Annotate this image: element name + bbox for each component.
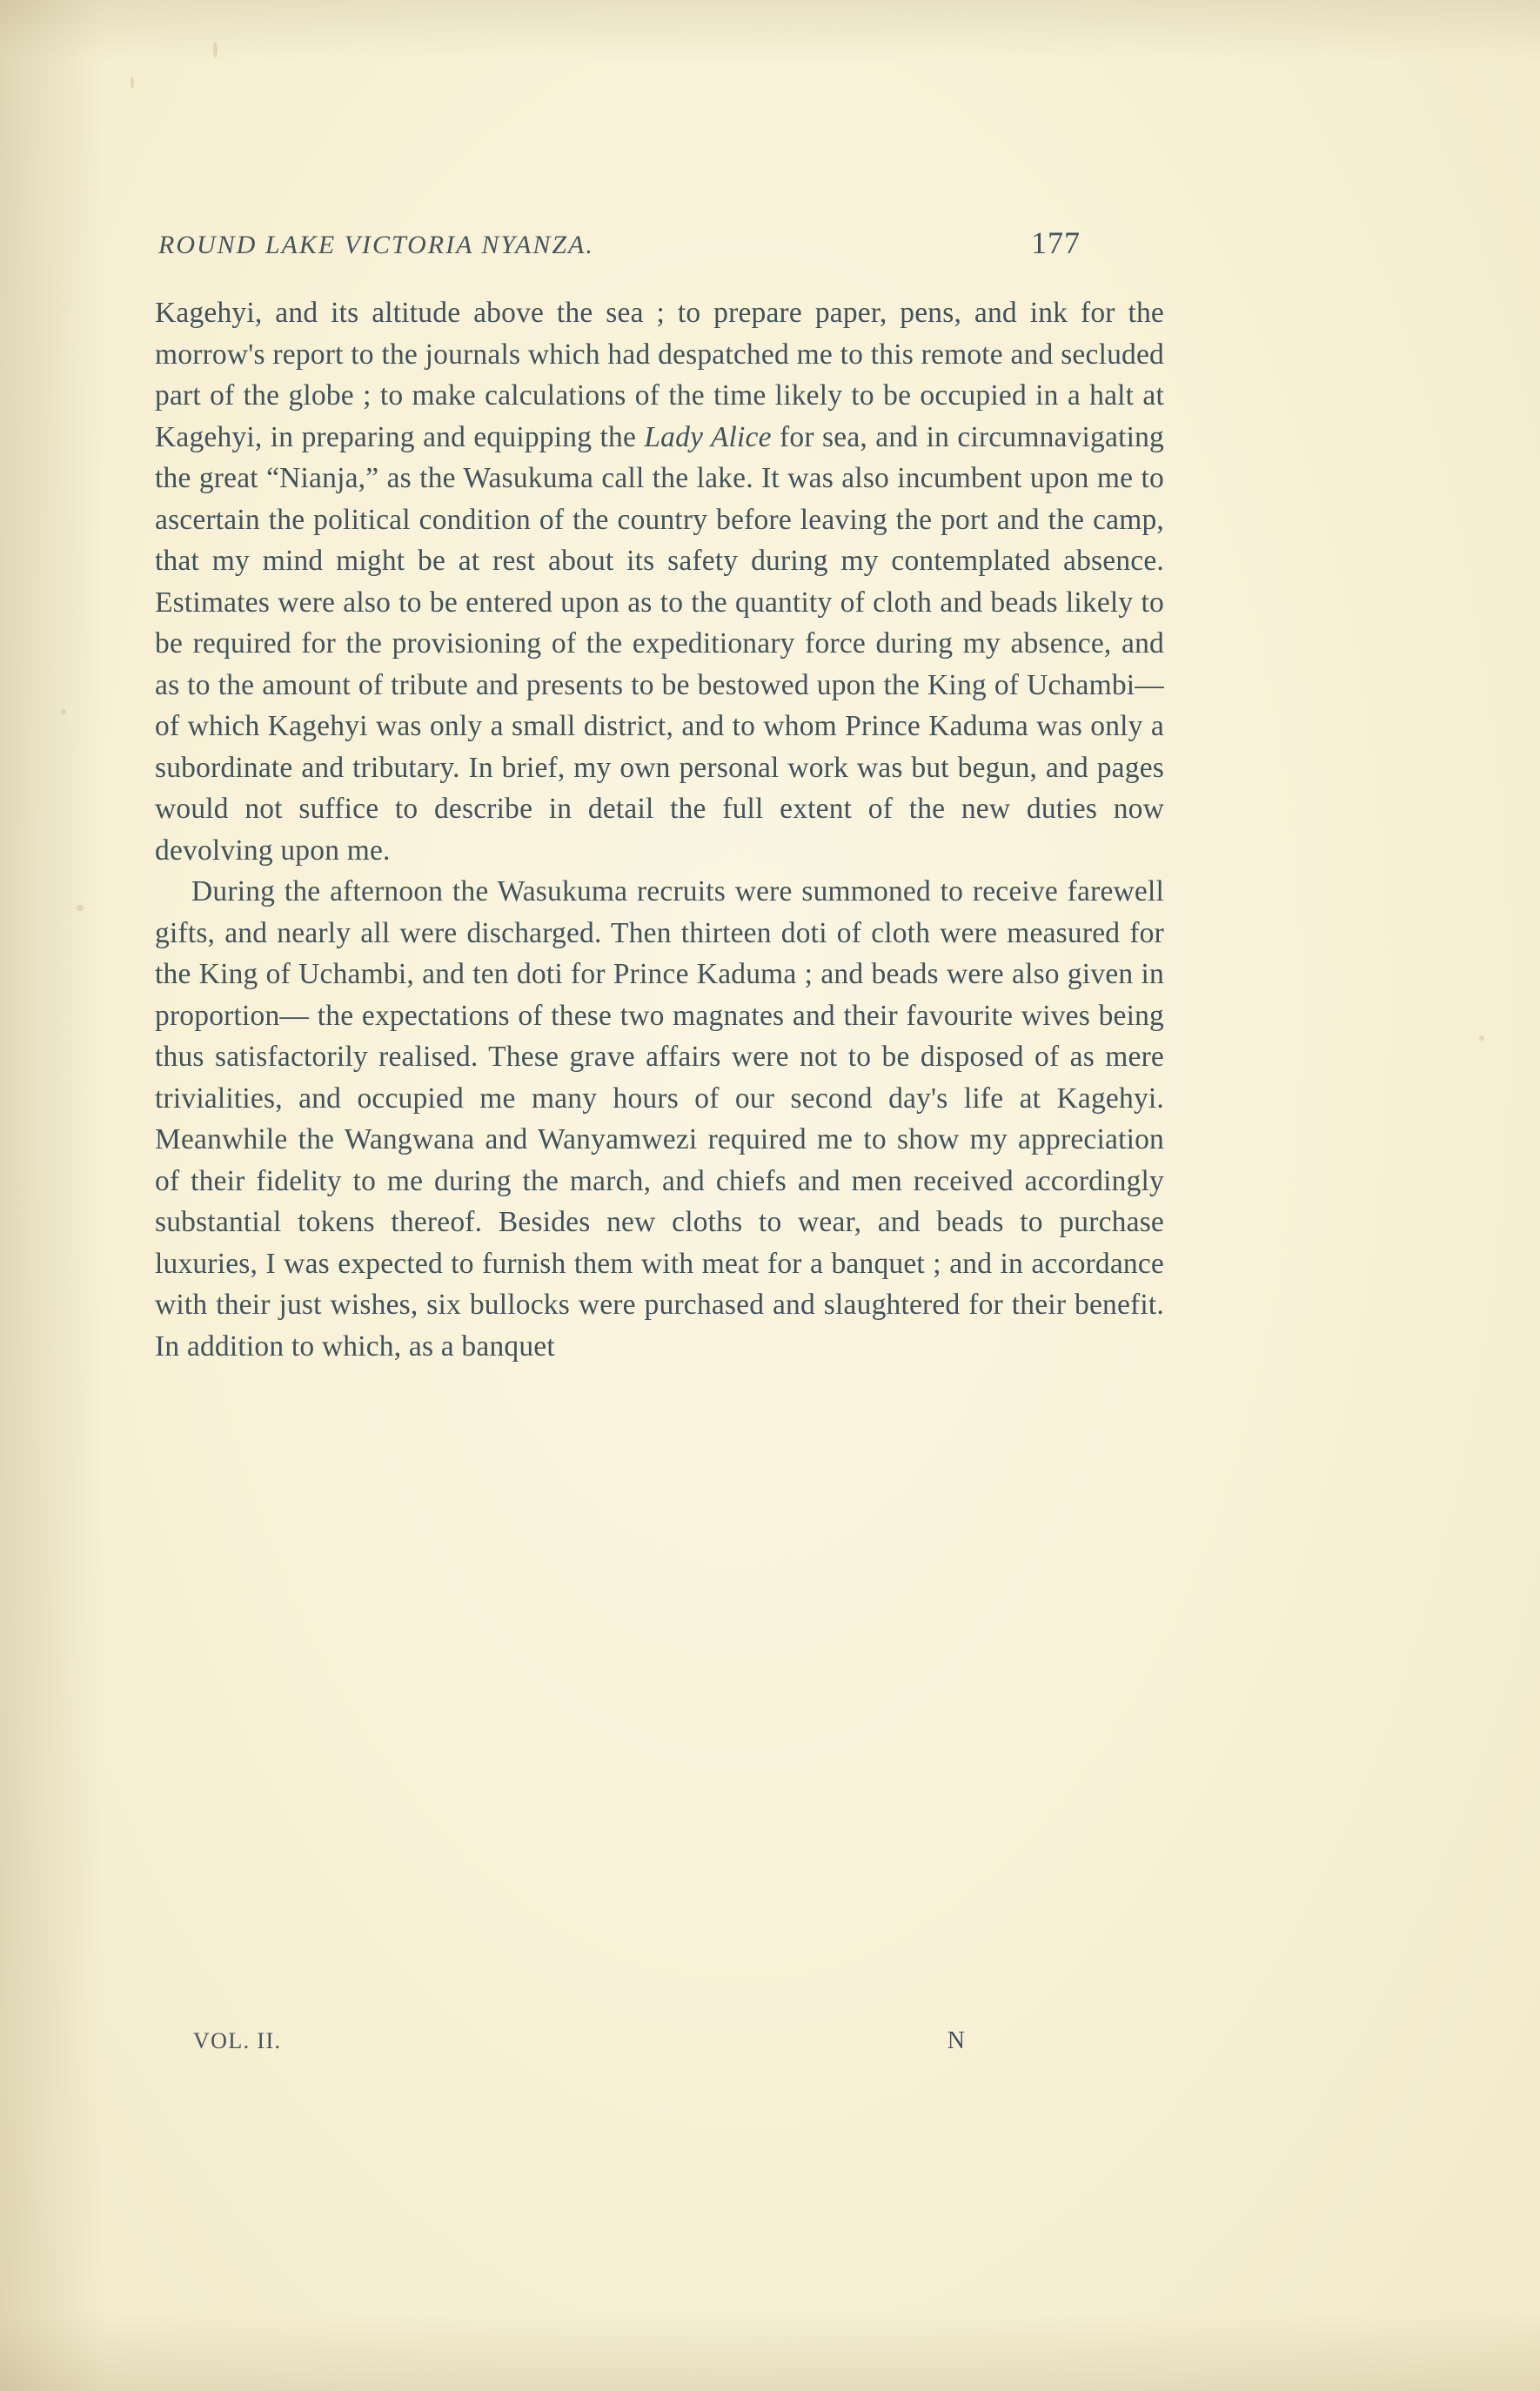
running-head <box>155 224 1164 261</box>
paragraph-2: During the afternoon the Wasukuma recruits were summoned to receive farewell gifts, and nearly all were discharged. Then thirteen doti of cloth were measured for the King of Uchambi, and ten doti for Prince Kaduma ; and beads were also given in proportion— the expectations of these two magnates and their favourite wives being thus satisfactorily realised. These grave affairs were not to be disposed of as mere trivialities, and occupied me many hours of our second day's life at Kagehyi. Meanwhile the Wangwana and Wanyamwezi required me to show my appreciation of their fidelity to me during the march, and chiefs and men received accordingly substantial tokens thereof. Besides new cloths to wear, and beads to purchase luxuries, I was expected to furnish them with meat for a banquet ; and in accordance with their just wishes, six bullocks were purchased and slaughtered for their benefit. In addition to which, as a banquet <box>155 875 1164 1363</box>
paper-speck <box>61 709 66 714</box>
page-number: 177 <box>1031 225 1081 260</box>
paper-speck <box>131 77 134 89</box>
signature-mark: N <box>947 2027 966 2054</box>
page-edge-shading-top <box>0 0 1540 61</box>
paragraph-1-part-b: for sea, and in circumnavigating the great “Nianja,” as the Wasukuma call the lake. It was also incumbent upon me to ascertain the political condition of the country before leaving the port and the camp, that my mind might be at rest about its safety during my contemplated absence. Estimates were also to be entered upon as to the quantity of cloth and beads likely to be required for the provisioning of the expeditionary force during my absence, and as to the amount of tribute and presents to be bestowed upon the King of Uchambi—of which Kagehyi was only a small district, and to whom Prince Kaduma was only a subordinate and tributary. In brief, my own personal work was but begun, and pages would not suffice to describe in detail the full extent of the new duties now devolving upon me. <box>155 420 1164 867</box>
paper-speck <box>77 905 84 911</box>
body-text <box>155 292 1164 1367</box>
paragraph-1-part-a: Kagehyi, and its altitude above the sea ; to prepare paper, pens, and ink for the morrow's report to the journals which had despatched me to this remote and secluded part of the globe ; to make calculations of the time likely to be occupied in a halt at Kagehyi, in preparing and equipping the <box>155 297 1164 453</box>
paper-speck <box>1479 1035 1484 1041</box>
page-content <box>155 224 1164 1367</box>
volume-label: VOL. II. <box>193 2028 282 2053</box>
paragraph-1 <box>155 292 1164 871</box>
page-edge-shading-bottom <box>0 2313 1540 2391</box>
book-title-italic: Lady Alice <box>644 420 772 453</box>
page-footer <box>155 2027 1164 2055</box>
paper-speck <box>213 42 218 57</box>
page-edge-shading-left <box>0 0 104 2391</box>
running-head-title: ROUND LAKE VICTORIA NYANZA. <box>158 231 594 259</box>
